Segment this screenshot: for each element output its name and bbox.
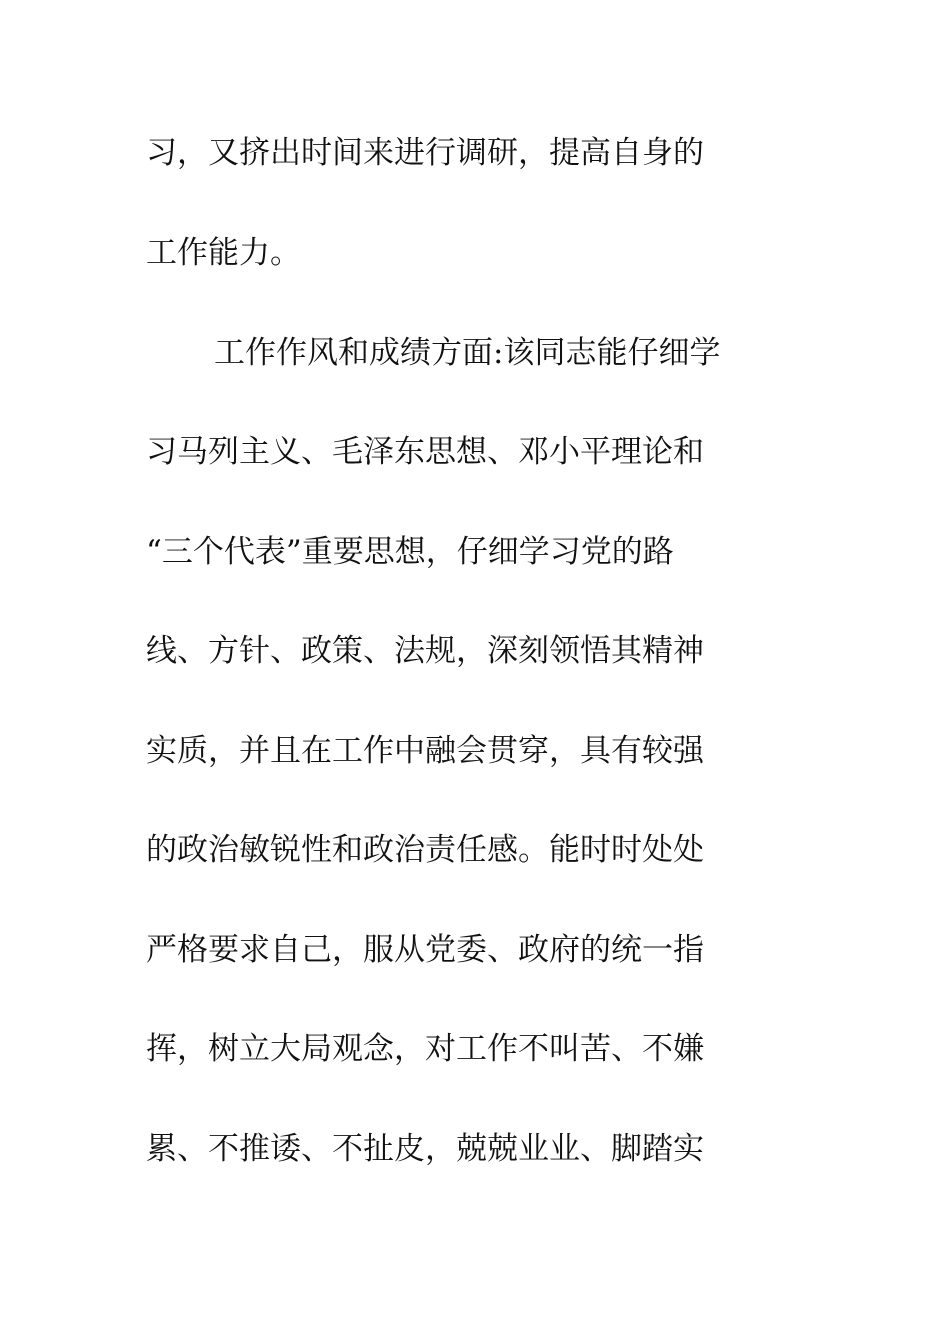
text-line-5: “三个代表”重要思想，仔细学习党的路 <box>146 534 674 570</box>
text-line-11: 累、不推诿、不扯皮，兢兢业业、脚踏实 <box>146 1131 704 1167</box>
text-line-6: 线、方针、政策、法规，深刻领悟其精神 <box>146 633 704 669</box>
text-line-8: 的政治敏锐性和政治责任感。能时时处处 <box>146 832 704 868</box>
paragraph-start-line: 工作作风和成绩方面:该同志能仔细学 <box>214 335 721 371</box>
text-line-4: 习马列主义、毛泽东思想、邓小平理论和 <box>146 434 704 470</box>
text-line-1: 习，又挤出时间来进行调研，提高自身的 <box>146 135 704 171</box>
text-line-2: 工作能力。 <box>146 235 301 271</box>
text-line-7: 实质，并且在工作中融会贯穿，具有较强 <box>146 733 704 769</box>
text-line-9: 严格要求自己，服从党委、政府的统一指 <box>146 932 704 968</box>
text-line-10: 挥，树立大局观念，对工作不叫苦、不嫌 <box>146 1031 704 1067</box>
